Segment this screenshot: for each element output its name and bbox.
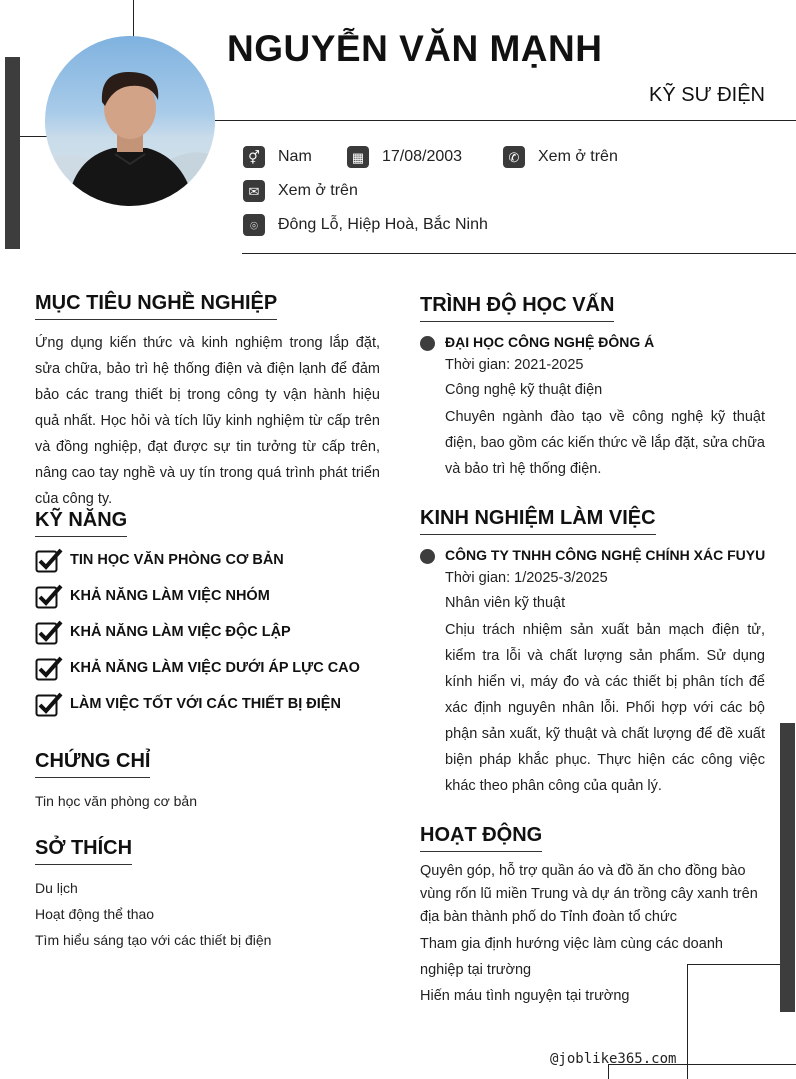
skill-item: [35, 619, 291, 645]
skills-title: KỸ NĂNG: [35, 509, 127, 537]
skill-label: KHẢ NĂNG LÀM VIỆC NHÓM: [70, 588, 270, 604]
bullet-dot-icon: [420, 336, 435, 351]
activity-item: Quyên góp, hỗ trợ quần áo và đồ ăn cho đồng bào vùng rốn lũ miền Trung và dự án trồng cây xanh trên địa bàn thành phố do Tỉnh đoàn tổ chức: [420, 863, 758, 925]
skill-item: [35, 691, 341, 717]
candidate-name: NGUYỄN VĂN MẠNH: [227, 28, 603, 69]
experience-position: Nhân viên kỹ thuật: [445, 595, 566, 611]
header-divider: [215, 120, 796, 121]
skill-item: [35, 655, 360, 681]
checkbox-checked-icon: [35, 691, 63, 717]
gender-value: Nam: [278, 148, 312, 165]
location-icon: ⌾: [243, 214, 265, 236]
checkbox-checked-icon: [35, 619, 63, 645]
right-accent-bar: [780, 723, 795, 1012]
skill-item: [35, 583, 270, 609]
email-info: [243, 180, 358, 202]
skill-label: KHẢ NĂNG LÀM VIỆC DƯỚI ÁP LỰC CAO: [70, 660, 360, 676]
mail-icon: ✉: [243, 180, 265, 202]
company-name: CÔNG TY TNHH CÔNG NGHỆ CHÍNH XÁC FUYU: [445, 547, 766, 563]
education-time: Thời gian: 2021-2025: [445, 357, 584, 373]
job-title: KỸ SƯ ĐIỆN: [649, 84, 765, 106]
checkbox-checked-icon: [35, 583, 63, 609]
avatar-photo-icon: [45, 36, 215, 206]
skill-label: KHẢ NĂNG LÀM VIỆC ĐỘC LẬP: [70, 624, 291, 640]
address-value: Đông Lỗ, Hiệp Hoà, Bắc Ninh: [278, 216, 488, 233]
education-title: TRÌNH ĐỘ HỌC VẤN: [420, 294, 614, 322]
phone-value: Xem ở trên: [538, 148, 618, 165]
email-value: Xem ở trên: [278, 182, 358, 199]
activity-item: Tham gia định hướng việc làm cùng các doanh nghiệp tại trường: [420, 936, 723, 978]
experience-title: KINH NGHIỆM LÀM VIỆC: [420, 507, 656, 535]
objective-text: Ứng dụng kiến thức và kinh nghiệm trong lắp đặt, sửa chữa, bảo trì hệ thống điện và điện lạnh để đảm bảo các trang thiết bị trong công ty vận hành hiệu quả nhất. Học hỏi và tích lũy kinh nghiệm từ cấp trên và đồng nghiệp, đạt được sự tin tưởng từ cấp trên, nâng cao tay nghề và uy tín trong quá trình phát triển của công ty.: [35, 335, 380, 507]
activities-title: HOẠT ĐỘNG: [420, 824, 542, 852]
certificate-item: Tin học văn phòng cơ bản: [35, 793, 197, 809]
left-accent-bar: [5, 57, 20, 249]
birthday-info: [347, 146, 462, 168]
avatar: [45, 36, 215, 206]
address-info: [243, 214, 488, 236]
school-name: ĐẠI HỌC CÔNG NGHỆ ĐÔNG Á: [445, 334, 655, 350]
phone-info: [503, 146, 618, 168]
activity-item: Hiến máu tình nguyện tại trường: [420, 988, 630, 1004]
info-divider: [242, 253, 796, 254]
birthday-value: 17/08/2003: [382, 148, 463, 165]
experience-time: Thời gian: 1/2025-3/2025: [445, 570, 608, 586]
education-major: Công nghệ kỹ thuật điện: [445, 382, 603, 398]
certificates-title: CHỨNG CHỈ: [35, 750, 150, 778]
hobby-item: Du lịch: [35, 880, 78, 896]
skill-label: LÀM VIỆC TỐT VỚI CÁC THIẾT BỊ ĐIỆN: [70, 696, 341, 712]
experience-description: Chịu trách nhiệm sản xuất bản mạch điện tử, kiểm tra lỗi và chất lượng sản phẩm. Sử dụng kính hiển vi, máy đo và các thiết bị phân tích để xác định nguyên nhân lỗi. Phối hợp với các bộ phận sản xuất, kỹ thuật và chất lượng để đề xuất biện pháp khắc phục. Thực hiện các công việc khác theo phân công của quản lý.: [445, 622, 765, 794]
website-watermark: @joblike365.com: [550, 1051, 677, 1067]
phone-icon: ✆: [503, 146, 525, 168]
objective-title: MỤC TIÊU NGHỀ NGHIỆP: [35, 292, 277, 320]
education-description: Chuyên ngành đào tạo về công nghệ kỹ thuật điện, bao gồm các kiến thức về lắp đặt, sửa chữa và bảo trì hệ thống điện.: [445, 409, 765, 477]
left-horizontal-line: [20, 136, 47, 137]
bullet-dot-icon: [420, 549, 435, 564]
hobby-item: Tìm hiểu sáng tạo với các thiết bị điện: [35, 932, 272, 948]
checkbox-checked-icon: [35, 655, 63, 681]
skill-item: [35, 547, 284, 573]
hobby-item: Hoạt động thể thao: [35, 906, 155, 922]
skill-label: TIN HỌC VĂN PHÒNG CƠ BẢN: [70, 552, 284, 568]
gender-icon: ⚥: [243, 146, 265, 168]
hobbies-title: SỞ THÍCH: [35, 837, 132, 865]
top-vertical-line: [133, 0, 134, 38]
calendar-icon: ▦: [347, 146, 369, 168]
gender-info: [243, 146, 312, 168]
checkbox-checked-icon: [35, 547, 63, 573]
